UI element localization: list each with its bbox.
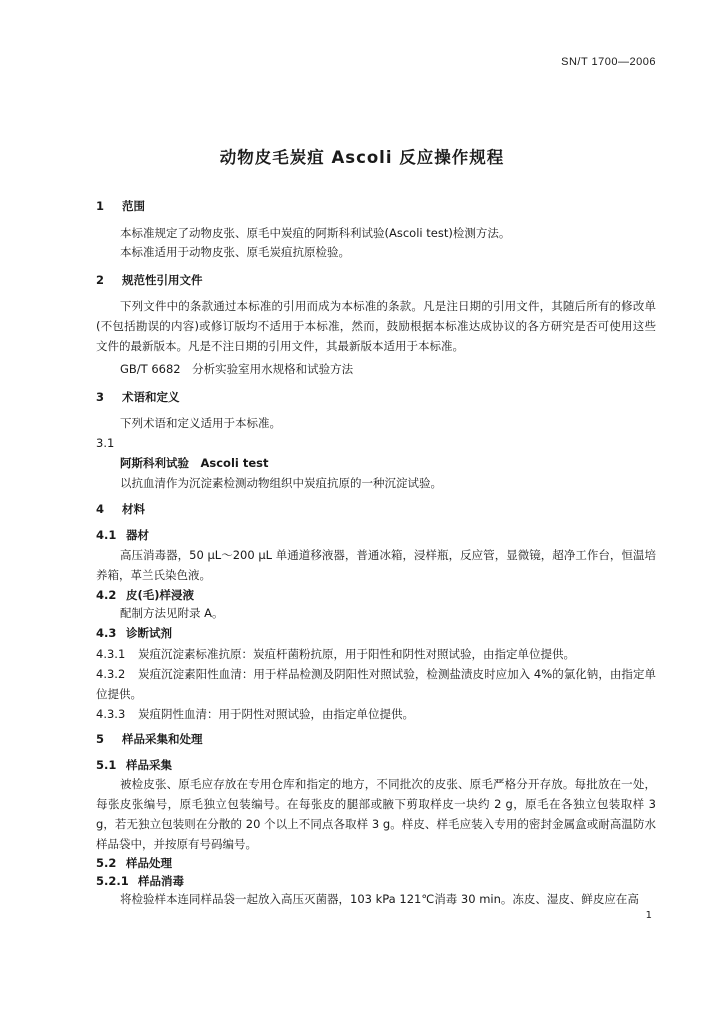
document-title: 动物皮毛炭疽 Ascoli 反应操作规程	[219, 148, 505, 167]
section-title: 样品采集和处理	[122, 732, 203, 746]
section-title: 样品处理	[126, 856, 172, 870]
clause-text: 炭疽阴性血清：用于阴性对照试验，由指定单位提供。	[138, 707, 414, 721]
section-4-2-heading	[96, 588, 194, 602]
section-5-2-heading	[96, 856, 172, 870]
section-5-2-1-heading	[96, 874, 184, 888]
page-number: 1	[645, 910, 652, 921]
section-3-para-1: 下列术语和定义适用于本标准。	[120, 416, 281, 430]
section-title: 诊断试剂	[126, 626, 172, 640]
section-number: 4.1	[96, 528, 117, 542]
section-5-1-heading	[96, 758, 172, 772]
section-1-para-2: 本标准适用于动物皮张、原毛炭疽抗原检验。	[120, 245, 350, 259]
section-3-heading	[96, 390, 180, 404]
section-number: 4	[96, 502, 105, 516]
section-number: 5	[96, 732, 105, 746]
section-title: 器材	[126, 528, 149, 542]
section-title: 术语和定义	[122, 390, 180, 404]
term-heading: 阿斯科利试验 Ascoli test	[120, 456, 269, 470]
normative-reference: GB/T 6682 分析实验室用水规格和试验方法	[120, 362, 354, 376]
section-4-3-1	[96, 644, 656, 664]
clause-number: 4.3.2	[96, 667, 126, 681]
section-title: 样品消毒	[138, 874, 184, 888]
section-4-3-3	[96, 704, 656, 724]
section-number: 5.2	[96, 856, 117, 870]
clause-number: 4.3.3	[96, 707, 126, 721]
section-1-para-1: 本标准规定了动物皮张、原毛中炭疽的阿斯科利试验(Ascoli test)检测方法。	[120, 226, 511, 240]
section-2-para-1: 下列文件中的条款通过本标准的引用而成为本标准的条款。凡是注日期的引用文件，其随后所有的修改单(不包括勘误的内容)或修订版均不适用于本标准，然而，鼓励根据本标准达成协议的各方研究是否可使用这些文件的最新版本。凡是不注日期的引用文件，其最新版本适用于本标准。	[96, 299, 656, 353]
section-title: 样品采集	[126, 758, 172, 772]
section-4-2-text: 配制方法见附录 A。	[120, 606, 224, 620]
section-5-heading	[96, 732, 203, 746]
section-2-heading	[96, 273, 203, 287]
clause-text: 炭疽沉淀素标准抗原：炭疽杆菌粉抗原，用于阳性和阴性对照试验，由指定单位提供。	[138, 647, 575, 661]
section-number: 5.1	[96, 758, 117, 772]
section-title: 材料	[122, 502, 145, 516]
section-title: 范围	[122, 199, 145, 213]
section-number: 2	[96, 273, 105, 287]
subsection-3-1-number: 3.1	[96, 436, 115, 450]
section-title: 规范性引用文件	[122, 273, 203, 287]
section-1-heading	[96, 199, 145, 213]
section-5-1-text: 被检皮张、原毛应存放在专用仓库和指定的地方，不同批次的皮张、原毛严格分开存放。每批放在一处，每张皮张编号，原毛独立包装编号。在每张皮的腿部或腋下剪取样皮一块约 2 g，原毛在各独立包装取样 3 g，若无独立包装则在分散的 20 个以上不同点各取样 3 g。样皮、样毛应装入专用的密封金属盒或耐高温防水样品袋中，并按原有号码编号。	[96, 777, 656, 851]
section-number: 4.3	[96, 626, 117, 640]
section-4-3-2	[96, 664, 656, 704]
section-4-1-heading	[96, 528, 149, 542]
section-number: 1	[96, 199, 105, 213]
section-number: 4.2	[96, 588, 117, 602]
section-number: 5.2.1	[96, 874, 129, 888]
clause-text: 炭疽沉淀素阳性血清：用于样品检测及阴阳性对照试验，检测盐渍皮时应加入 4%的氯化钠，由指定单位提供。	[96, 667, 656, 701]
section-title: 皮(毛)样浸液	[126, 588, 195, 602]
standard-code: SN/T 1700—2006	[561, 56, 656, 68]
term-definition: 以抗血清作为沉淀素检测动物组织中炭疽抗原的一种沉淀试验。	[120, 476, 442, 490]
section-4-3-heading	[96, 626, 172, 640]
section-5-2-1-text: 将检验样本连同样品袋一起放入高压灭菌器，103 kPa 121℃消毒 30 min。冻皮、湿皮、鲜皮应在高	[120, 892, 639, 906]
section-4-heading	[96, 502, 145, 516]
section-4-1-text: 高压消毒器，50 μL～200 μL 单通道移液器，普通冰箱，浸样瓶，反应管，显微镜，超净工作台，恒温培养箱，革兰氏染色液。	[96, 548, 656, 582]
section-number: 3	[96, 390, 105, 404]
clause-number: 4.3.1	[96, 647, 126, 661]
